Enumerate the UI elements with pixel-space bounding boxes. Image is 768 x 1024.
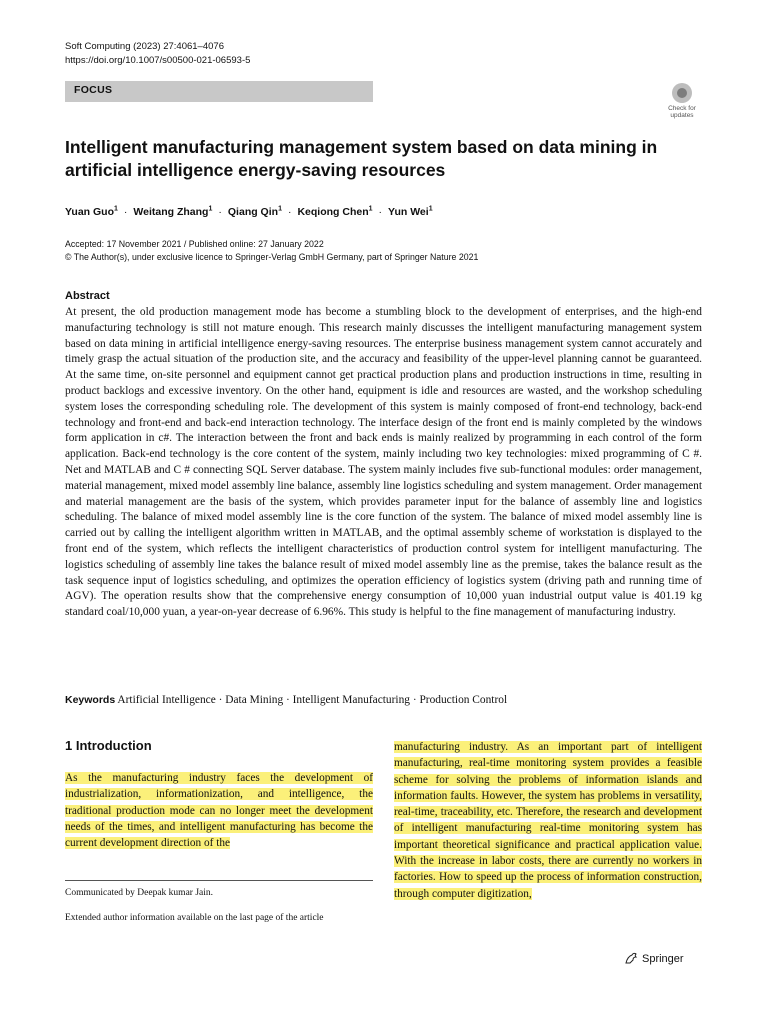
springer-horse-icon xyxy=(624,952,638,964)
author-separator: · xyxy=(378,205,383,218)
author-affiliation: 1 xyxy=(428,205,433,212)
author-affiliation: 1 xyxy=(114,205,118,212)
doi-link[interactable]: https://doi.org/10.1007/s00500-021-06593-5 xyxy=(65,55,251,66)
abstract-heading: Abstract xyxy=(65,290,110,302)
intro-paragraph-left xyxy=(65,770,373,851)
check-for-updates-badge[interactable] xyxy=(663,83,701,123)
section-label-bar xyxy=(65,81,373,102)
section-label: FOCUS xyxy=(74,84,113,96)
author-affiliation: 1 xyxy=(208,205,213,212)
author-affiliation: 1 xyxy=(278,205,282,212)
abstract-text: At present, the old production management mode has become a stumbling block to the development of enterprises, and the high-end manufacturing technology is still not mature enough. This research mainly discusses the intelligent manufacturing management system based on data mining in artificial intelligence energy-saving resources. The enterprise business management system cannot accurately and timely grasp the actual situation of the production site, and the accuracy and feasibility of the upper-level planning cannot be guaranteed. At the same time, on-site personnel and equipment cannot get practical production plans and production instructions in time, resulting in product backlogs and excessive inventory. On the other hand, equipment is idle and resources are wasted, and the workshop scheduling system loses the corresponding scheduling role. The development of this system is mainly composed of front-end technology, back-end technology and front-end and back-end interaction technology. The interface design of the front end is mainly completed by the windows form application in c#. The interaction between the front and back ends is mainly realized by programming in each control of the form application. Back-end technology is the core content of the system, mainly including two key technologies: mixed programming of C #. Net and MATLAB and C # connecting SQL Server database. The system mainly includes five sub-functional modules: order management, material management, mixed model assembly line balance, assembly line logistics scheduling and system management. Order management and material management are the basis of the system, which provides parameter input for the balance of assembly line and logistics scheduling. The balance of mixed model assembly line is the core function of the system. The balance of mixed model assembly line is carried out by calling the intelligent algorithm written in MATLAB, and the optimal assembly scheme of workstation is displayed to the front end of the system, which reflects the intelligent characteristics of production control system for intelligent manufacturing. The logistics scheduling of assembly line takes the balance result of mixed model assembly line as the premise, takes the balance result as the task sequence input of logistics scheduling, and optimizes the operation efficiency of logistics system (driving path and running time of AGV). The operation results show that the comprehensive energy consumption of 10,000 yuan industrial output value is 401.19 kg standard coal/10,000 yuan, a year-on-year decrease of 6.96%. This study is helpful to the fine management of manufacturing industry. xyxy=(65,306,702,619)
publisher-name: Springer xyxy=(642,953,684,965)
intro-paragraph-right xyxy=(394,739,702,902)
author-separator: · xyxy=(287,205,292,218)
keywords-list: Artificial Intelligence · Data Mining · Intelligent Manufacturing · Production Control xyxy=(117,694,508,706)
journal-citation: Soft Computing (2023) 27:4061–4076 xyxy=(65,41,224,52)
author-affiliation: 1 xyxy=(368,205,373,212)
check-updates-label: Check for updates xyxy=(668,105,696,119)
author-name[interactable]: Weitang Zhang$^1$ xyxy=(133,205,213,218)
author-name[interactable]: Yuan Guo$^1$ xyxy=(65,205,118,218)
author-separator: · xyxy=(218,205,222,218)
copyright-notice: © The Author(s), under exclusive licence to Springer-Verlag GmbH Germany, part of Springer Nature 2021 xyxy=(65,252,479,262)
keywords-label: Keywords xyxy=(65,694,116,706)
publication-dates: Accepted: 17 November 2021 / Published online: 27 January 2022 xyxy=(65,239,324,249)
footnote-extended-info: Extended author information available on the last page of the article xyxy=(65,913,324,923)
footnote-divider xyxy=(65,880,373,881)
section-heading-introduction: 1 Introduction xyxy=(65,738,152,753)
article-title: Intelligent manufacturing management system based on data mining in artificial intelligence energy-saving resources xyxy=(65,137,658,180)
publisher-logo xyxy=(624,952,684,965)
footnote-communicated: Communicated by Deepak kumar Jain. xyxy=(65,888,214,898)
highlighted-text: As the manufacturing industry faces the development of industrialization, informationization, and intelligence, the traditional production mode can no longer meet the development needs of the times, and intelligent manufacturing has become the current development direction of the xyxy=(65,772,373,850)
check-updates-icon xyxy=(672,83,692,103)
keywords-line xyxy=(65,694,507,706)
author-name[interactable]: Qiang Qin$^1$ xyxy=(227,205,282,218)
author-separator: · xyxy=(123,205,128,218)
author-name[interactable]: Keqiong Chen$^1$ xyxy=(297,205,373,218)
author-list xyxy=(65,205,433,218)
highlighted-text: manufacturing industry. As an important part of intelligent manufacturing, real-time monitoring system provides a feasible scheme for solving the problems of information islands and information faults. However, the system has problems in versatility, real-time, traceability, etc. Therefore, the research and development of intelligent manufacturing real-time monitoring system has important theoretical significance and practical application value. With the increase in labor costs, there are currently no workers in factories. How to speed up the process of information construction, through computer digitization, xyxy=(394,741,702,900)
author-name[interactable]: Yun Wei$^1$ xyxy=(388,205,433,218)
